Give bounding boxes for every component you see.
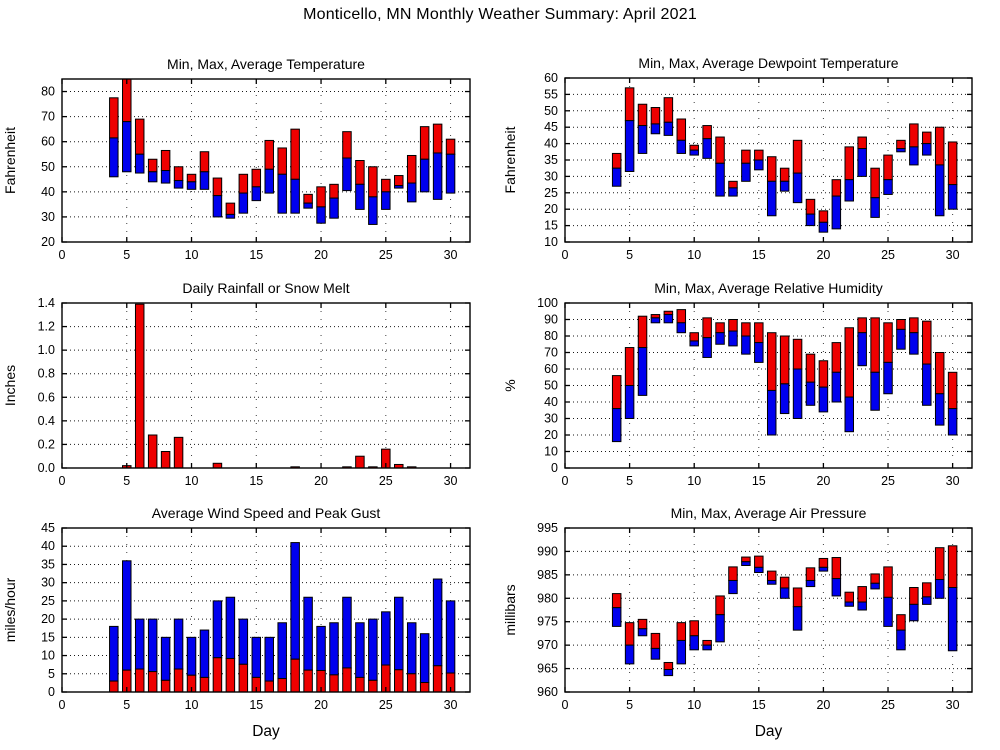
svg-text:975: 975 [537, 614, 558, 629]
svg-text:55: 55 [544, 87, 558, 102]
svg-text:10: 10 [184, 248, 199, 262]
svg-text:miles/hour: miles/hour [2, 577, 18, 643]
page-title: Monticello, MN Monthly Weather Summary: April 2021 [303, 6, 697, 23]
svg-text:45: 45 [544, 120, 558, 135]
svg-text:45: 45 [41, 521, 55, 535]
svg-text:30: 30 [41, 575, 55, 590]
svg-text:50: 50 [41, 159, 55, 174]
svg-text:10: 10 [184, 698, 199, 712]
svg-text:20: 20 [314, 698, 329, 712]
svg-text:30: 30 [41, 209, 55, 224]
svg-text:25: 25 [544, 185, 558, 200]
svg-text:Day: Day [252, 723, 280, 740]
svg-text:5: 5 [123, 248, 131, 262]
temperature-chart [0, 45, 500, 269]
svg-text:5: 5 [123, 698, 131, 712]
svg-text:20: 20 [544, 202, 558, 217]
svg-text:20: 20 [41, 235, 55, 249]
svg-text:50: 50 [544, 103, 558, 118]
wind-chart [0, 495, 500, 750]
svg-text:Fahrenheit: Fahrenheit [502, 126, 518, 194]
svg-text:980: 980 [537, 591, 558, 606]
svg-text:0: 0 [561, 248, 569, 262]
svg-text:0.0: 0.0 [37, 461, 55, 475]
svg-text:10: 10 [544, 235, 558, 249]
svg-text:990: 990 [537, 544, 558, 559]
svg-text:20: 20 [816, 248, 831, 262]
svg-text:25: 25 [881, 698, 895, 712]
svg-text:Min, Max, Average Dewpoint Tem: Min, Max, Average Dewpoint Temperature [638, 55, 899, 71]
svg-text:20: 20 [41, 612, 55, 627]
svg-text:0.2: 0.2 [37, 437, 55, 452]
svg-text:1.4: 1.4 [37, 296, 55, 310]
svg-text:0: 0 [58, 248, 66, 262]
svg-text:10: 10 [41, 648, 55, 663]
svg-text:Min, Max, Average Temperature: Min, Max, Average Temperature [167, 56, 365, 72]
svg-text:40: 40 [544, 136, 558, 151]
svg-text:0: 0 [561, 474, 569, 488]
pressure-chart [500, 495, 1000, 750]
svg-text:5: 5 [626, 698, 634, 712]
svg-text:60: 60 [544, 71, 558, 85]
svg-text:25: 25 [378, 698, 393, 712]
rainfall-chart [0, 269, 500, 495]
svg-text:40: 40 [41, 539, 55, 554]
humidity-plot [500, 269, 1000, 495]
svg-text:60: 60 [41, 134, 55, 149]
svg-text:10: 10 [687, 474, 702, 488]
dewpoint-plot [500, 45, 1000, 269]
svg-text:100: 100 [537, 296, 558, 310]
svg-text:80: 80 [544, 329, 558, 343]
svg-text:20: 20 [314, 474, 329, 488]
svg-text:60: 60 [544, 362, 558, 376]
svg-text:15: 15 [751, 698, 766, 712]
svg-text:0.6: 0.6 [37, 390, 55, 405]
svg-text:30: 30 [945, 248, 960, 262]
svg-text:5: 5 [123, 474, 131, 488]
svg-text:965: 965 [537, 661, 558, 676]
svg-text:35: 35 [544, 153, 558, 167]
svg-text:Inches: Inches [2, 364, 18, 407]
rainfall-plot [0, 269, 500, 495]
svg-text:25: 25 [378, 474, 393, 488]
svg-text:10: 10 [687, 248, 702, 262]
svg-text:Average Wind Speed and Peak Gu: Average Wind Speed and Peak Gust [151, 505, 381, 521]
svg-text:30: 30 [443, 248, 458, 262]
svg-text:Fahrenheit: Fahrenheit [2, 127, 18, 194]
svg-text:20: 20 [816, 474, 831, 488]
svg-text:30: 30 [945, 474, 960, 488]
svg-text:5: 5 [626, 248, 634, 262]
svg-text:20: 20 [544, 428, 558, 442]
svg-text:%: % [502, 379, 518, 392]
svg-text:25: 25 [41, 593, 55, 608]
svg-text:0: 0 [551, 461, 558, 475]
svg-text:90: 90 [544, 312, 558, 327]
svg-text:Min, Max, Average Relative Hum: Min, Max, Average Relative Humidity [654, 280, 883, 296]
svg-text:Min, Max, Average Air Pressure: Min, Max, Average Air Pressure [670, 505, 867, 521]
svg-text:25: 25 [378, 248, 393, 262]
svg-text:millibars: millibars [502, 584, 518, 636]
svg-text:10: 10 [687, 698, 702, 712]
svg-text:Day: Day [754, 723, 783, 740]
dewpoint-chart [500, 45, 1000, 269]
svg-text:35: 35 [41, 557, 55, 572]
svg-text:970: 970 [537, 638, 558, 653]
svg-text:5: 5 [626, 474, 634, 488]
svg-text:20: 20 [816, 698, 831, 712]
svg-text:30: 30 [544, 169, 558, 184]
svg-text:20: 20 [314, 248, 329, 262]
svg-text:0: 0 [58, 698, 66, 712]
svg-text:30: 30 [544, 411, 558, 426]
svg-text:995: 995 [537, 521, 558, 535]
svg-text:30: 30 [443, 474, 458, 488]
humidity-chart [500, 269, 1000, 495]
svg-text:0.4: 0.4 [37, 413, 55, 428]
svg-text:70: 70 [544, 345, 558, 360]
svg-text:1.0: 1.0 [37, 343, 55, 358]
svg-text:80: 80 [41, 84, 55, 99]
pressure-plot [500, 495, 1000, 750]
svg-text:25: 25 [881, 248, 895, 262]
svg-text:0: 0 [58, 474, 66, 488]
svg-text:15: 15 [41, 630, 55, 645]
svg-text:15: 15 [751, 474, 766, 488]
temperature-plot [0, 45, 500, 269]
svg-text:0.8: 0.8 [37, 366, 55, 381]
wind-plot [0, 495, 500, 750]
svg-text:70: 70 [41, 109, 55, 124]
svg-text:985: 985 [537, 567, 558, 582]
svg-text:10: 10 [184, 474, 199, 488]
svg-text:15: 15 [544, 218, 558, 233]
svg-text:Daily Rainfall or Snow Melt: Daily Rainfall or Snow Melt [182, 280, 350, 296]
svg-text:15: 15 [249, 698, 264, 712]
svg-text:5: 5 [48, 666, 55, 681]
svg-text:10: 10 [544, 444, 558, 459]
svg-text:960: 960 [537, 685, 558, 699]
svg-text:0: 0 [561, 698, 569, 712]
svg-text:25: 25 [881, 474, 895, 488]
svg-text:0: 0 [48, 685, 55, 699]
svg-text:40: 40 [41, 184, 55, 199]
svg-text:40: 40 [544, 395, 558, 409]
svg-text:15: 15 [249, 248, 264, 262]
svg-text:30: 30 [945, 698, 960, 712]
svg-text:30: 30 [443, 698, 458, 712]
svg-text:1.2: 1.2 [37, 319, 55, 334]
svg-text:50: 50 [544, 378, 558, 393]
svg-text:15: 15 [249, 474, 264, 488]
svg-text:15: 15 [751, 248, 766, 262]
